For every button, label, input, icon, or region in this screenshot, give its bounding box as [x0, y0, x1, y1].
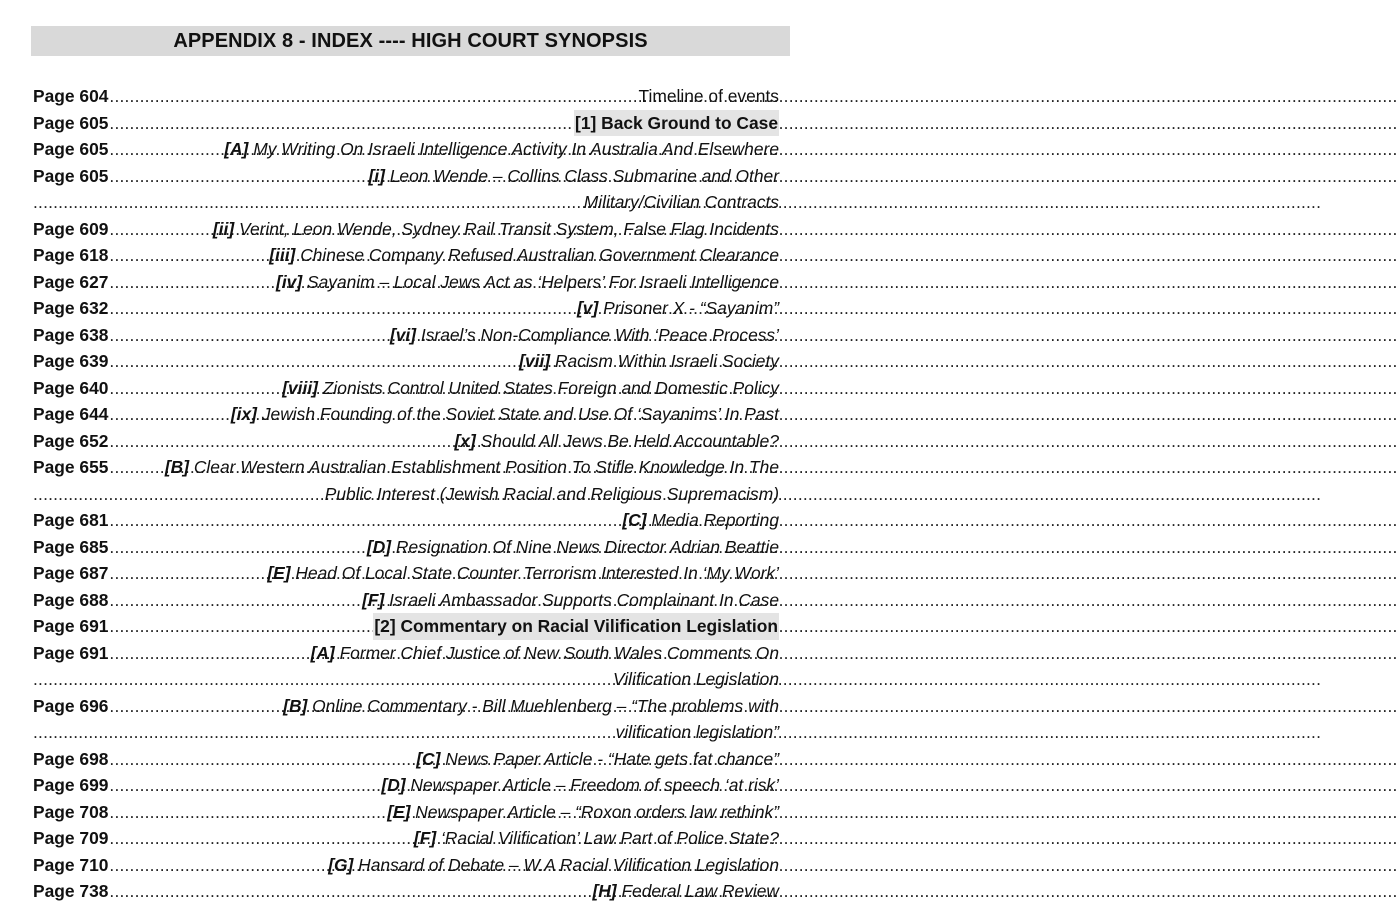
entry-title — [584, 189, 779, 216]
dot-leader — [109, 534, 365, 561]
entry-title — [362, 587, 779, 614]
page-number: Page 652 — [33, 430, 109, 451]
index-entry-continuation — [33, 719, 779, 746]
entry-text: Federal Law Review — [621, 881, 779, 901]
entry-text: Vilification Legislation — [613, 669, 779, 689]
entry-text: Commentary on Racial Vilification Legislation — [400, 616, 778, 636]
entry-text: Prisoner X - “Sayanim” — [603, 298, 779, 318]
dot-leader — [109, 878, 591, 905]
entry-text: Resignation Of Nine News Director Adrian Beattie — [395, 536, 779, 557]
entry-label: [H] — [592, 881, 617, 901]
page-number: Page 710 — [33, 854, 109, 875]
entry-title — [592, 878, 779, 905]
entry-label: [vii] — [519, 351, 551, 371]
entry-label: [viii] — [282, 377, 318, 398]
dot-leader — [109, 454, 163, 481]
page-number: Page 696 — [33, 695, 109, 716]
index-entry — [33, 507, 779, 534]
entry-text: Jewish Founding of the Soviet State and Use Of ‘Sayanims’ In Past — [261, 404, 779, 424]
index-entry — [33, 534, 779, 561]
entry-title — [616, 719, 779, 746]
entry-title — [269, 242, 779, 269]
entry-label: [i] — [368, 165, 385, 186]
entry-label: [D] — [381, 775, 406, 795]
entry-text: Public Interest (Jewish Racial and Religious Supremacism) — [324, 483, 779, 504]
dot-leader — [33, 666, 612, 693]
dot-leader — [109, 693, 282, 720]
section-heading — [574, 110, 779, 137]
entry-label: [F] — [362, 589, 385, 610]
section-heading — [373, 613, 779, 640]
entry-text: Hansard of Debate – W.A Racial Vilification Legislation — [358, 854, 779, 875]
entry-label: [vi] — [389, 324, 417, 345]
dot-leader — [109, 799, 386, 826]
index-entry — [33, 242, 779, 269]
entry-text: News Paper Article - “Hate gets fat chance” — [445, 748, 779, 769]
entry-title — [311, 640, 779, 667]
entry-text: Clear Western Australian Establishment Position To Stifle Knowledge In The — [193, 457, 779, 477]
entry-label: [2] — [374, 616, 396, 636]
page-number: Page 627 — [33, 271, 109, 292]
entry-title — [622, 507, 779, 534]
entry-text: Newspaper Article – Freedom of speech ‘at risk’ — [410, 775, 779, 795]
page-number: Page 640 — [33, 377, 109, 398]
index-entry — [33, 163, 779, 190]
page-number: Page 687 — [33, 563, 109, 583]
entry-text: Online Commentary - Bill Muehlenberg – “The problems with — [312, 695, 779, 716]
index-entry-continuation — [33, 481, 779, 508]
page-title: APPENDIX 8 - INDEX ---- HIGH COURT SYNOPSIS — [173, 29, 648, 52]
page-number: Page 709 — [33, 828, 109, 848]
entry-text: Head Of Local State Counter Terrorism Interested In ‘My Work’ — [295, 563, 779, 583]
page-number: Page 604 — [33, 86, 109, 106]
entry-title — [224, 136, 779, 163]
entry-text: Israeli Ambassador Supports Complainant In Case — [389, 589, 779, 610]
page-number: Page 605 — [33, 139, 109, 159]
index-entry — [33, 375, 779, 402]
index-entry — [33, 613, 779, 640]
entry-label: [F] — [413, 828, 437, 848]
entry-title — [282, 375, 779, 402]
index-entry — [33, 693, 779, 720]
entry-label: [ix] — [230, 404, 257, 424]
page-number: Page 691 — [33, 616, 109, 636]
dot-leader — [109, 110, 573, 137]
dot-leader — [109, 852, 327, 879]
entry-text: Verint, Leon Wende, Sydney Rail Transit System, False Flag Incidents — [238, 218, 779, 239]
entry-label: [1] — [575, 112, 597, 133]
entry-label: [C] — [622, 510, 647, 530]
entry-label: [iii] — [269, 245, 296, 265]
dot-leader — [109, 348, 518, 375]
entry-title — [454, 428, 779, 455]
entry-text: Israel’s Non-Compliance With ‘Peace Process’ — [420, 324, 779, 345]
page-number: Page 698 — [33, 748, 109, 769]
dot-leader — [109, 507, 621, 534]
dot-leader — [109, 746, 415, 773]
entry-text: Military/Civilian Contracts — [583, 192, 779, 212]
entry-label: [B] — [283, 695, 308, 716]
entry-text: vilification legislation” — [615, 722, 779, 742]
entry-title — [416, 746, 779, 773]
index-entry-continuation — [33, 189, 779, 216]
index-entry — [33, 640, 779, 667]
index-entry — [33, 799, 779, 826]
index-entry — [33, 83, 779, 110]
dot-leader — [109, 375, 281, 402]
index-entry — [33, 216, 779, 243]
entry-title — [381, 772, 779, 799]
entry-title — [390, 322, 779, 349]
entry-title — [267, 560, 779, 587]
entry-label: [iv] — [276, 271, 303, 292]
index-entry — [33, 428, 779, 455]
index-entry — [33, 825, 779, 852]
page-number: Page 681 — [33, 510, 109, 530]
dot-leader — [109, 640, 309, 667]
index-entry — [33, 110, 779, 137]
page-number: Page 632 — [33, 298, 109, 318]
entry-text: Former Chief Justice of New South Wales Comments On — [339, 642, 779, 663]
dot-leader — [33, 719, 615, 746]
dot-leader — [109, 587, 361, 614]
entry-title — [231, 401, 779, 428]
dot-leader — [33, 481, 324, 508]
entry-text: Leon Wende – Collins Class Submarine and Other — [389, 165, 779, 186]
index-entry — [33, 852, 779, 879]
page-number: Page 699 — [33, 775, 109, 795]
index-entry — [33, 295, 779, 322]
dot-leader — [109, 560, 266, 587]
index-entry — [33, 136, 779, 163]
entry-label: [x] — [454, 430, 476, 451]
index-entry — [33, 348, 779, 375]
page-number: Page 639 — [33, 351, 109, 371]
dot-leader — [109, 136, 223, 163]
page-number: Page 605 — [33, 112, 109, 133]
page-number: Page 605 — [33, 165, 109, 186]
index-entry — [33, 560, 779, 587]
entry-text: Back Ground to Case — [601, 112, 778, 133]
index-entry — [33, 322, 779, 349]
dot-leader — [109, 295, 576, 322]
dot-leader — [109, 401, 229, 428]
entry-label: [A] — [224, 139, 249, 159]
page-number: Page 618 — [33, 245, 109, 265]
entry-title — [577, 295, 779, 322]
entry-text: Timeline of events — [638, 86, 779, 106]
dot-leader — [109, 772, 380, 799]
dot-leader — [109, 242, 268, 269]
index-entry — [33, 878, 779, 905]
page-number: Page 685 — [33, 536, 109, 557]
entry-text: Zionists Control United States Foreign and Domestic Policy — [322, 377, 779, 398]
dot-leader — [109, 216, 211, 243]
page-number: Page 708 — [33, 801, 109, 822]
index-entry — [33, 401, 779, 428]
dot-leader — [109, 269, 275, 296]
entry-label: [E] — [387, 801, 411, 822]
entry-text: Should All Jews Be Held Accountable? — [480, 430, 779, 451]
entry-label: [G] — [328, 854, 354, 875]
dot-leader — [33, 189, 583, 216]
entry-title — [368, 163, 779, 190]
entry-label: [C] — [416, 748, 441, 769]
page-number: Page 738 — [33, 881, 109, 901]
entry-label: [E] — [267, 563, 291, 583]
entry-title — [276, 269, 779, 296]
page-number: Page 655 — [33, 457, 109, 477]
entry-text: ‘Racial Vilification’ Law Part of Police State? — [440, 828, 779, 848]
entry-title — [639, 83, 779, 110]
entry-text: My Writing On Israeli Intelligence Activity In Australia And Elsewhere — [253, 139, 779, 159]
entry-label: [D] — [366, 536, 392, 557]
index-entry — [33, 772, 779, 799]
entry-title — [213, 216, 779, 243]
page-number: Page 638 — [33, 324, 109, 345]
entry-title — [519, 348, 779, 375]
page-number: Page 691 — [33, 642, 109, 663]
entry-label: [A] — [310, 642, 335, 663]
entry-title — [283, 693, 779, 720]
entry-text: Newspaper Article – “Roxon orders law rethink” — [415, 801, 779, 822]
entry-label: [ii] — [212, 218, 235, 239]
index-entry-continuation — [33, 666, 779, 693]
page-number: Page 688 — [33, 589, 109, 610]
entry-title — [325, 481, 779, 508]
index-entry — [33, 587, 779, 614]
dot-leader — [109, 163, 367, 190]
dot-leader — [109, 322, 389, 349]
dot-leader — [109, 613, 372, 640]
entry-label: [B] — [164, 457, 189, 477]
entry-text: Media Reporting — [651, 510, 779, 530]
dot-leader — [109, 83, 637, 110]
entry-title — [613, 666, 779, 693]
entry-title — [367, 534, 779, 561]
entry-label: [v] — [577, 298, 599, 318]
dot-leader — [109, 428, 453, 455]
page-number: Page 644 — [33, 404, 109, 424]
index-entry — [33, 454, 779, 481]
entry-title — [414, 825, 779, 852]
entry-text: Sayanim – Local Jews Act as ‘Helpers’ For Israeli Intelligence — [306, 271, 779, 292]
entry-title — [328, 852, 779, 879]
index-entry — [33, 269, 779, 296]
page-number: Page 609 — [33, 218, 109, 239]
entry-text: Racism Within Israeli Society — [554, 351, 779, 371]
index-list — [33, 83, 779, 905]
index-entry — [33, 746, 779, 773]
entry-title — [387, 799, 779, 826]
entry-title — [165, 454, 779, 481]
entry-text: Chinese Company Refused Australian Government Clearance — [300, 245, 779, 265]
dot-leader — [109, 825, 413, 852]
title-bar — [31, 26, 790, 56]
